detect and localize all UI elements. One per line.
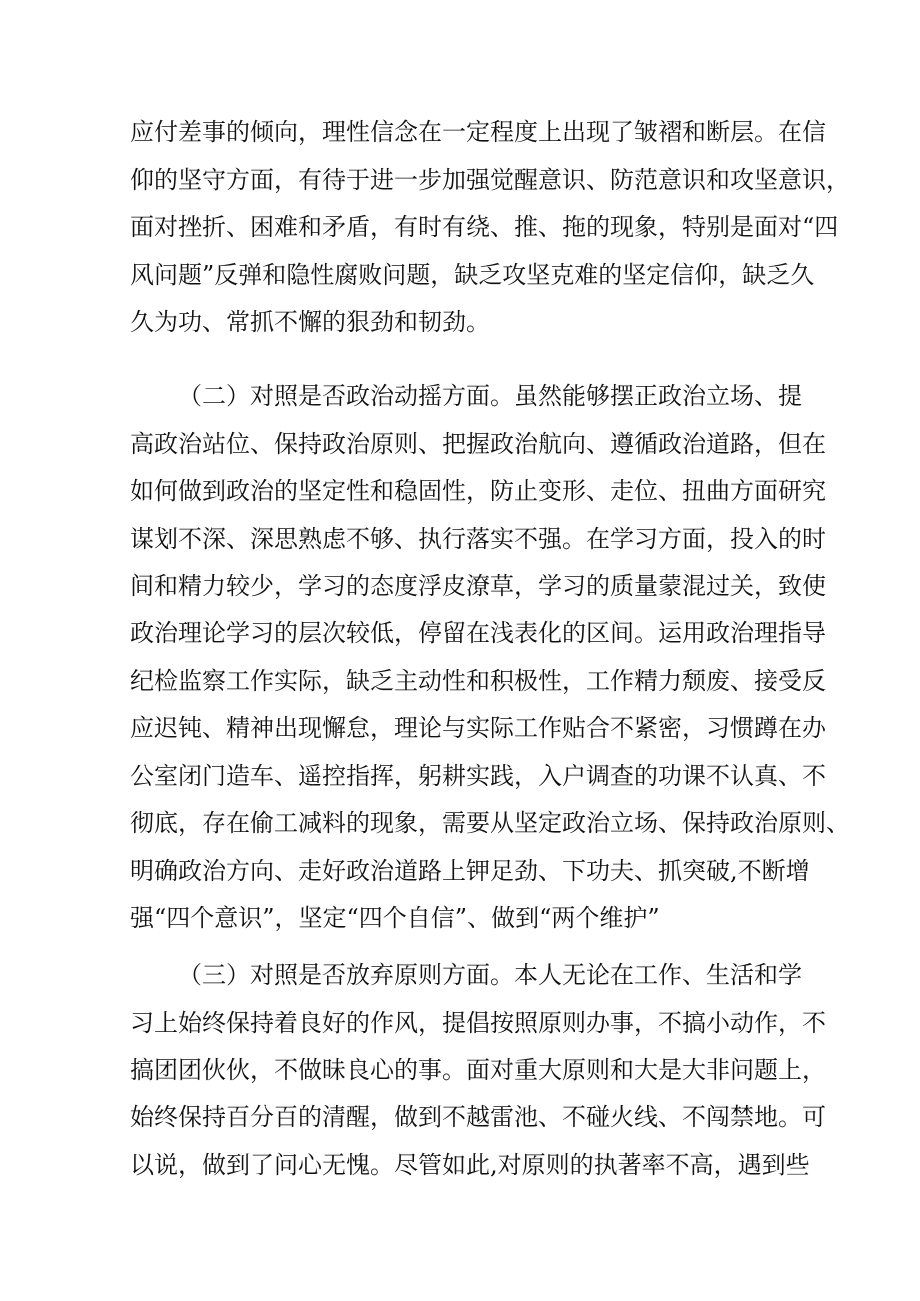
text-line: （二）对照是否政治动摇方面。虽然能够摆正政治立场、提 (178, 382, 802, 410)
text-line: 公室闭门造车、遥控指挥，躬耕实践，入户调查的功课不认真、不 (130, 762, 826, 790)
text-line: 谋划不深、深思熟虑不够、执行落实不强。在学习方面，投入的时 (130, 525, 826, 553)
text-line: 彻底，存在偷工减料的现象，需要从坚定政治立场、保持政治原则、 (130, 809, 850, 837)
text-line: 如何做到政治的坚定性和稳固性，防止变形、走位、扭曲方面研究 (130, 477, 826, 505)
text-line: 搞团团伙伙，不做昧良心的事。面对重大原则和大是大非问题上， (130, 1056, 826, 1084)
text-line: 应付差事的倾向，理性信念在一定程度上出现了皱褶和断层。在信 (130, 118, 826, 146)
text-line: 风问题”反弹和隐性腐败问题，缺乏攻坚克难的坚定信仰，缺乏久 (130, 261, 815, 289)
text-line: 仰的坚守方面，有待于进一步加强觉醒意识、防范意识和攻坚意识， (130, 166, 850, 194)
text-line: 始终保持百分百的清醒，做到不越雷池、不碰火线、不闯禁地。可 (130, 1103, 826, 1131)
text-line: 强“四个意识”，坚定“四个自信”、做到“两个维护” (130, 904, 660, 932)
text-line: 明确政治方向、走好政治道路上钾足劲、下功夫、抓突破,不断增 (130, 857, 810, 885)
text-line: 间和精力较少，学习的态度浮皮潦草，学习的质量蒙混过关，致使 (130, 572, 826, 600)
text-line: 应迟钝、精神出现懈怠，理论与实际工作贴合不紧密，习惯蹲在办 (130, 714, 826, 742)
text-line: 纪检监察工作实际，缺乏主动性和积极性，工作精力颓废、接受反 (130, 667, 826, 695)
text-line: 以说，做到了问心无愧。尽管如此,对原则的执著率不高，遇到些 (130, 1151, 810, 1179)
text-line: 久为功、常抓不懈的狠劲和韧劲。 (130, 308, 490, 336)
text-line: 面对挫折、困难和矛盾，有时有绕、推、拖的现象，特别是面对“四 (130, 213, 839, 241)
text-line: （三）对照是否放弃原则方面。本人无论在工作、生活和学 (178, 961, 802, 989)
text-line: 习上始终保持着良好的作风，提倡按照原则办事，不搞小动作，不 (130, 1009, 826, 1037)
text-line: 高政治站位、保持政治原则、把握政治航向、遵循政治道路，但在 (130, 430, 826, 458)
text-line: 政治理论学习的层次较低，停留在浅表化的区间。运用政治理指导 (130, 619, 826, 647)
